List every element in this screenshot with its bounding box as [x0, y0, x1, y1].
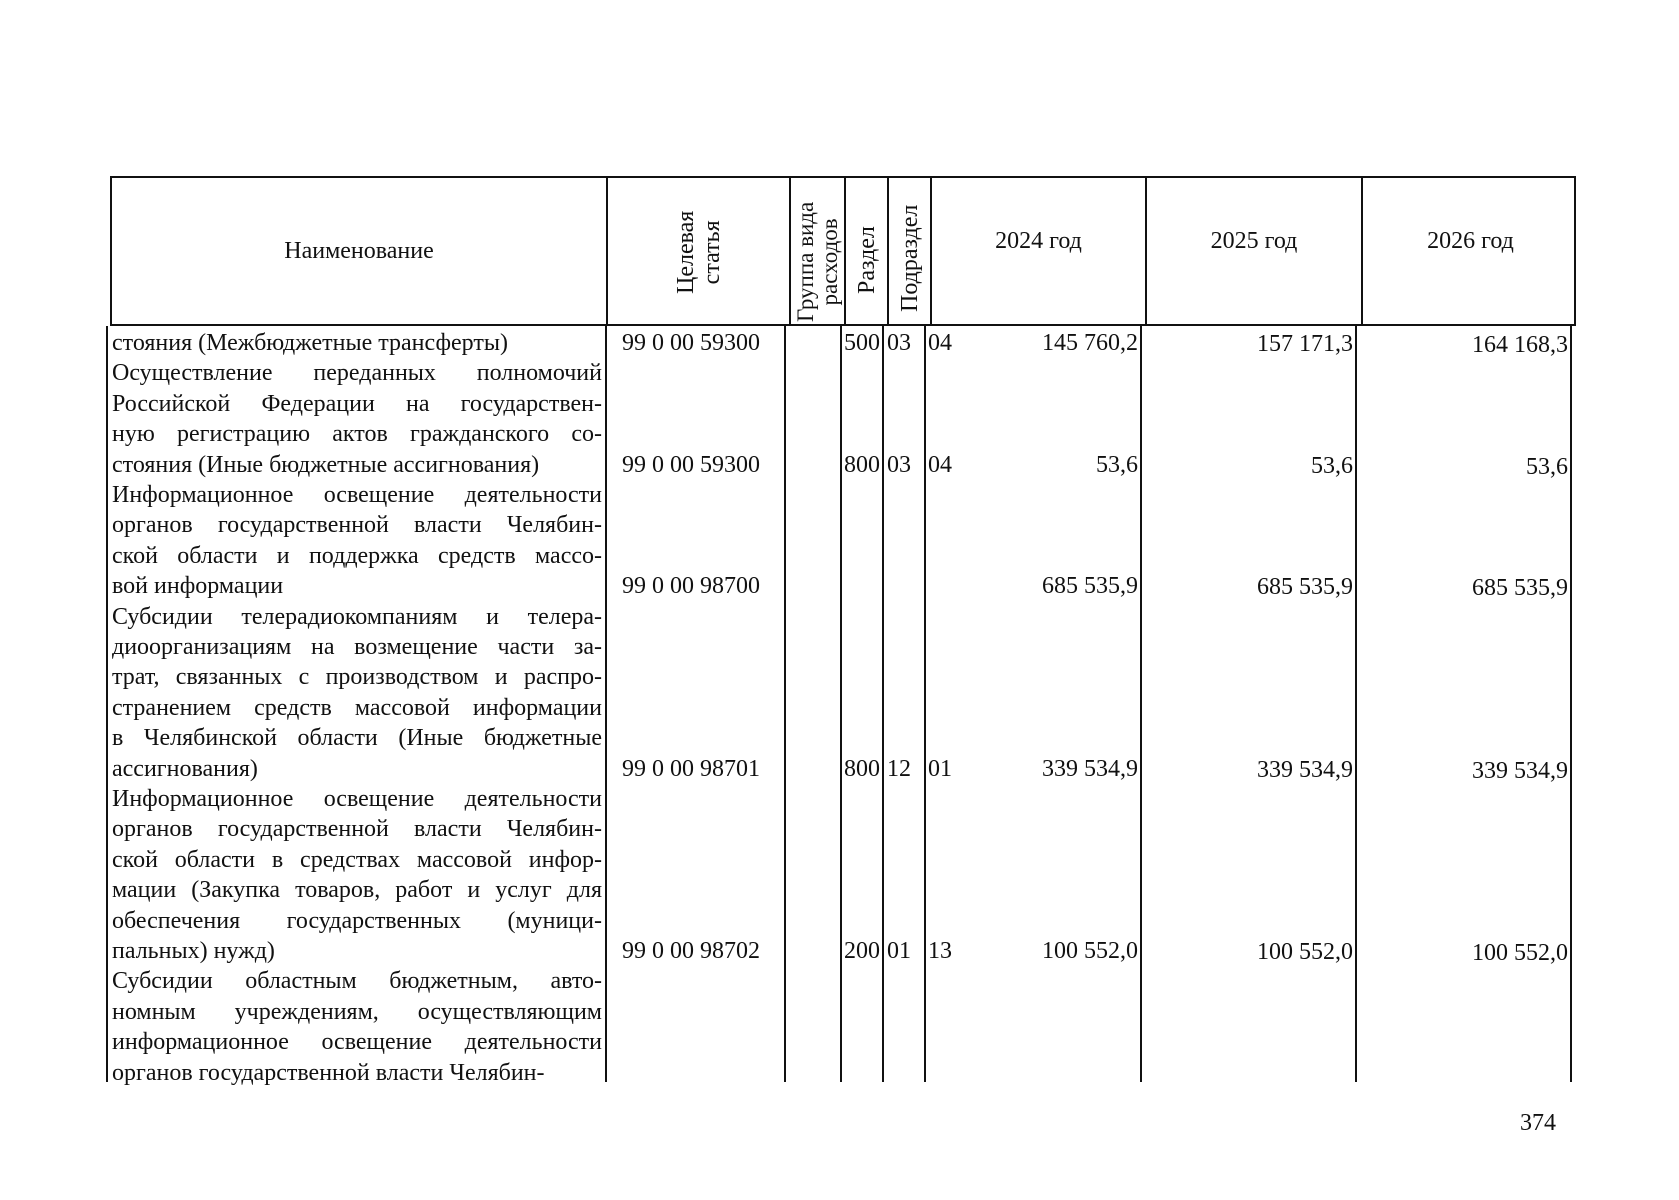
row-name-line: пальных) нужд)	[112, 938, 275, 965]
row-name-line: Информационное освещение деятельности	[112, 786, 602, 812]
row-name	[112, 784, 602, 966]
row-value-2024: 339 534,9	[1042, 755, 1138, 782]
row-value-2024: 145 760,2	[1042, 330, 1138, 356]
row-value-2025: 157 171,3	[1257, 331, 1353, 357]
row-name-line: стояния (Иные бюджетные ассигнования)	[112, 451, 540, 478]
row-name-line: Субсидии областным бюджетным, авто-	[112, 968, 602, 995]
header-2025	[1147, 178, 1363, 324]
row-expense-group: 500	[844, 330, 880, 356]
row-section: 03	[887, 330, 911, 356]
row-expense-group: 800	[844, 451, 880, 478]
row-value-2025: 339 534,9	[1257, 756, 1353, 783]
row-subsection: 01	[928, 755, 952, 782]
table-row	[106, 602, 1576, 784]
page-number: 374	[1520, 1110, 1556, 1136]
header-subsection-label: Подраздел	[896, 204, 923, 312]
header-2024	[932, 178, 1147, 324]
table-header	[110, 176, 1576, 326]
row-name-line: стояния (Межбюджетные трансферты)	[112, 330, 508, 356]
row-name-line: органов государственной власти Челябин-	[112, 1059, 545, 1086]
row-name-line: ской области в средствах массовой инфор-	[112, 846, 602, 873]
row-value-2024: 53,6	[1096, 451, 1138, 478]
row-section: 01	[887, 938, 911, 964]
header-2026-label: 2026 год	[1427, 227, 1514, 254]
row-name	[112, 328, 602, 358]
header-group-line1: Группа вида	[792, 201, 818, 322]
row-name-line: ную регистрацию актов гражданского со-	[112, 421, 602, 448]
row-value-2024: 100 552,0	[1042, 938, 1138, 964]
header-name-label: Наименование	[284, 237, 434, 264]
row-name-line: органов государственной власти Челябин-	[112, 816, 602, 843]
row-name-line: диоорганизациям на возмещение части за-	[112, 634, 602, 660]
row-name	[112, 602, 602, 784]
row-name-line: трат, связанных с производством и распро-	[112, 664, 602, 691]
row-value-2026: 53,6	[1526, 453, 1568, 480]
header-subsection	[889, 178, 932, 324]
row-section: 03	[887, 451, 911, 478]
header-2026	[1363, 178, 1578, 324]
table-row	[106, 784, 1576, 966]
row-name-line: Российской Федерации на государствен-	[112, 390, 602, 417]
row-target-article: 99 0 00 98701	[622, 755, 760, 782]
row-value-2024: 685 535,9	[1042, 573, 1138, 600]
row-target-article: 99 0 00 98702	[622, 938, 760, 964]
row-name-line: номным учреждениям, осуществляющим	[112, 998, 602, 1025]
header-group	[791, 178, 846, 324]
table-body	[106, 326, 1576, 1084]
row-value-2025: 685 535,9	[1257, 574, 1353, 601]
row-name-line: органов государственной власти Челябин-	[112, 512, 602, 539]
row-value-2026: 339 534,9	[1472, 757, 1568, 784]
row-name-line: Информационное освещение деятельности	[112, 482, 602, 508]
row-value-2025: 53,6	[1311, 452, 1353, 479]
row-subsection: 04	[928, 330, 952, 356]
row-name-line: обеспечения государственных (муници-	[112, 907, 602, 934]
row-expense-group: 200	[844, 938, 880, 964]
header-section	[846, 178, 889, 324]
row-name-line: информационное освещение деятельности	[112, 1029, 602, 1056]
header-name	[112, 178, 608, 324]
table-row	[106, 328, 1576, 358]
table-row	[106, 480, 1576, 602]
row-section: 12	[887, 755, 911, 782]
row-subsection: 04	[928, 451, 952, 478]
row-name-line: мации (Закупка товаров, работ и услуг для	[112, 877, 602, 904]
row-value-2026: 685 535,9	[1472, 575, 1568, 602]
table-row	[106, 966, 1576, 1088]
row-target-article: 99 0 00 59300	[622, 330, 760, 356]
row-name-line: вой информации	[112, 573, 284, 600]
table-row	[106, 358, 1576, 480]
row-value-2026: 100 552,0	[1472, 940, 1568, 966]
row-name	[112, 358, 602, 480]
row-name-line: в Челябинской области (Иные бюджетные	[112, 725, 602, 752]
row-target-article: 99 0 00 59300	[622, 451, 760, 478]
row-name-line: Осуществление переданных полномочий	[112, 360, 602, 387]
row-name-line: ской области и поддержка средств массо-	[112, 542, 602, 569]
header-group-label	[794, 202, 842, 322]
row-name	[112, 966, 602, 1088]
header-2024-label: 2024 год	[995, 227, 1082, 254]
row-value-2025: 100 552,0	[1257, 939, 1353, 965]
header-group-line2: расходов	[816, 218, 842, 306]
header-target-label	[673, 211, 725, 294]
row-name-line: ассигнования)	[112, 755, 258, 782]
row-name-line: Субсидии телерадиокомпаниям и телера-	[112, 603, 602, 630]
row-name	[112, 480, 602, 602]
row-subsection: 13	[928, 938, 952, 964]
row-target-article: 99 0 00 98700	[622, 573, 760, 600]
row-value-2026: 164 168,3	[1472, 332, 1568, 358]
row-expense-group: 800	[844, 755, 880, 782]
header-target	[608, 178, 791, 324]
header-2025-label: 2025 год	[1210, 227, 1298, 254]
row-name-line: странением средств массовой информации	[112, 694, 602, 721]
header-target-line1: Целевая	[672, 210, 699, 294]
header-section-label: Раздел	[853, 226, 880, 294]
header-target-line2: статья	[698, 220, 725, 285]
